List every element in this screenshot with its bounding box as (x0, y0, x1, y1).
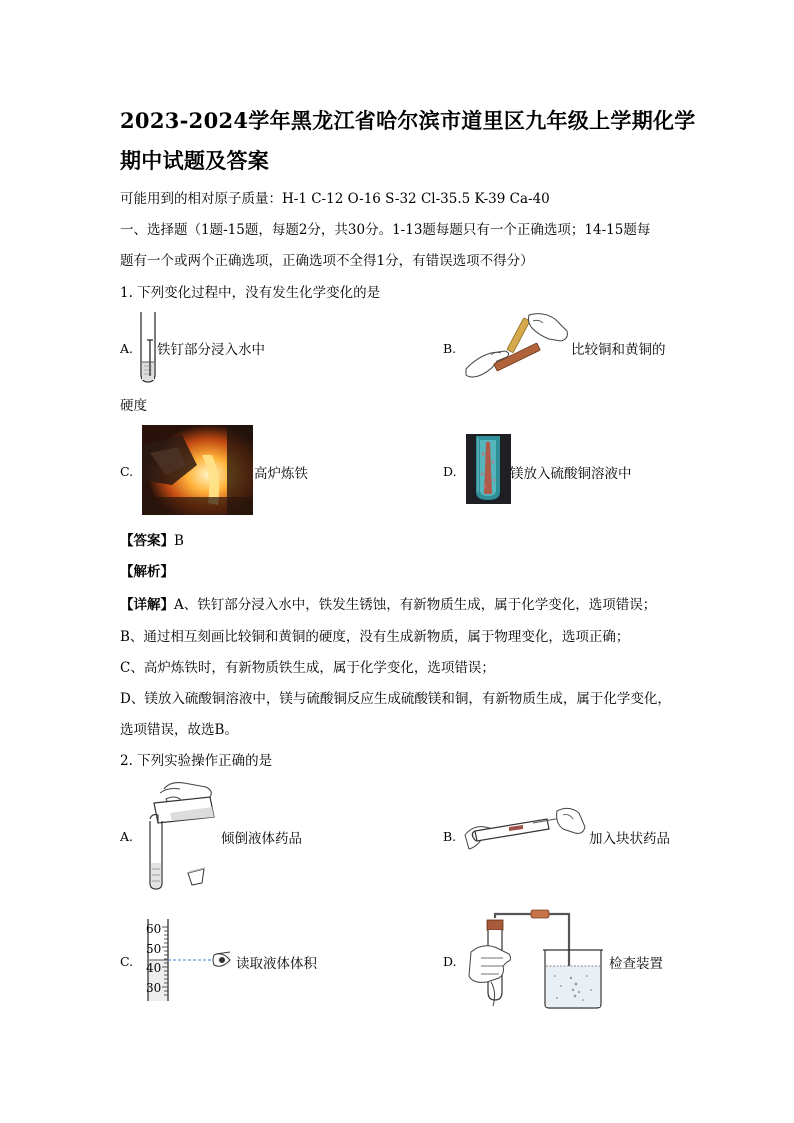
q1-option-d-label: D. (443, 464, 457, 479)
answer-value: B (174, 533, 184, 549)
cylinder-tick-labels (146, 920, 164, 999)
q1-option-b-label: B. (443, 341, 457, 356)
airtightness-apparatus-icon (463, 906, 611, 1012)
detail-line-1 (120, 593, 656, 613)
section-heading-line2: 题有一个或两个正确选项，正确选项不全得1分，有错误选项不得分） (120, 253, 534, 269)
cylinder-tick-60: 60 (146, 922, 162, 936)
q2-option-a-label: A. (120, 829, 134, 844)
q2-option-d-text: 检查装置 (609, 956, 663, 972)
q2-option-a-text: 倾倒液体药品 (221, 831, 302, 847)
answer-tag: 【答案】 (120, 533, 174, 549)
test-tube-nail-icon (138, 310, 158, 384)
cylinder-tick-40: 40 (146, 961, 162, 976)
q1-option-d-text: 镁放入硫酸铜溶液中 (510, 466, 632, 482)
q1-option-b-continuation: 硬度 (120, 398, 147, 414)
detail-line-2: B、通过相互刻画比较铜和黄铜的硬度，没有生成新物质，属于物理变化，选项正确； (120, 629, 630, 645)
detail-line-4: D、镁放入硫酸铜溶液中，镁与硫酸铜反应生成硫酸镁和铜，有新物质生成，属于化学变化， (120, 691, 671, 707)
pouring-liquid-icon (140, 779, 220, 891)
detail-text-1: A、铁钉部分浸入水中，铁发生锈蚀，有新物质生成，属于化学变化，选项错误； (174, 597, 657, 613)
q1-option-a-label: A. (120, 341, 134, 356)
question-2-stem: 2. 下列实验操作正确的是 (120, 753, 273, 769)
atomic-masses: 可能用到的相对原子质量：H-1 C-12 O-16 S-32 Cl-35.5 K-39 Ca-40 (120, 191, 550, 207)
q2-option-b-label: B. (443, 829, 457, 844)
adding-solid-icon (463, 803, 587, 861)
cylinder-tick-30: 30 (146, 981, 162, 996)
q1-option-a-text: 铁钉部分浸入水中 (157, 342, 265, 358)
answer-row (120, 529, 184, 549)
q1-option-c-label: C. (120, 464, 134, 479)
blast-furnace-photo (142, 425, 253, 515)
q2-option-c-text: 读取液体体积 (236, 956, 317, 972)
q1-option-b-text: 比较铜和黄铜的 (571, 342, 666, 358)
cylinder-tick-50: 50 (146, 941, 162, 956)
q1-option-c-text: 高炉炼铁 (254, 466, 308, 482)
page-title: 2023-2024学年黑龙江省哈尔滨市道里区九年级上学期化学 (120, 108, 696, 133)
magnesium-copper-sulfate-photo (466, 434, 511, 504)
analysis-tag: 【解析】 (120, 564, 174, 580)
page-title-line2: 期中试题及答案 (120, 148, 270, 173)
detail-tag: 【详解】 (120, 597, 174, 613)
section-heading: 一、选择题（1题-15题，每题2分，共30分。1-13题每题只有一个正确选项；14-15题每 (120, 222, 651, 238)
q2-option-d-label: D. (443, 954, 457, 969)
q2-option-b-text: 加入块状药品 (589, 831, 670, 847)
hands-scratching-metal-icon (463, 309, 571, 383)
detail-line-5: 选项错误，故选B。 (120, 722, 238, 738)
question-1-stem: 1. 下列变化过程中，没有发生化学变化的是 (120, 285, 381, 301)
q2-option-c-label: C. (120, 954, 134, 969)
detail-line-3: C、高炉炼铁时，有新物质铁生成，属于化学变化，选项错误； (120, 660, 495, 676)
